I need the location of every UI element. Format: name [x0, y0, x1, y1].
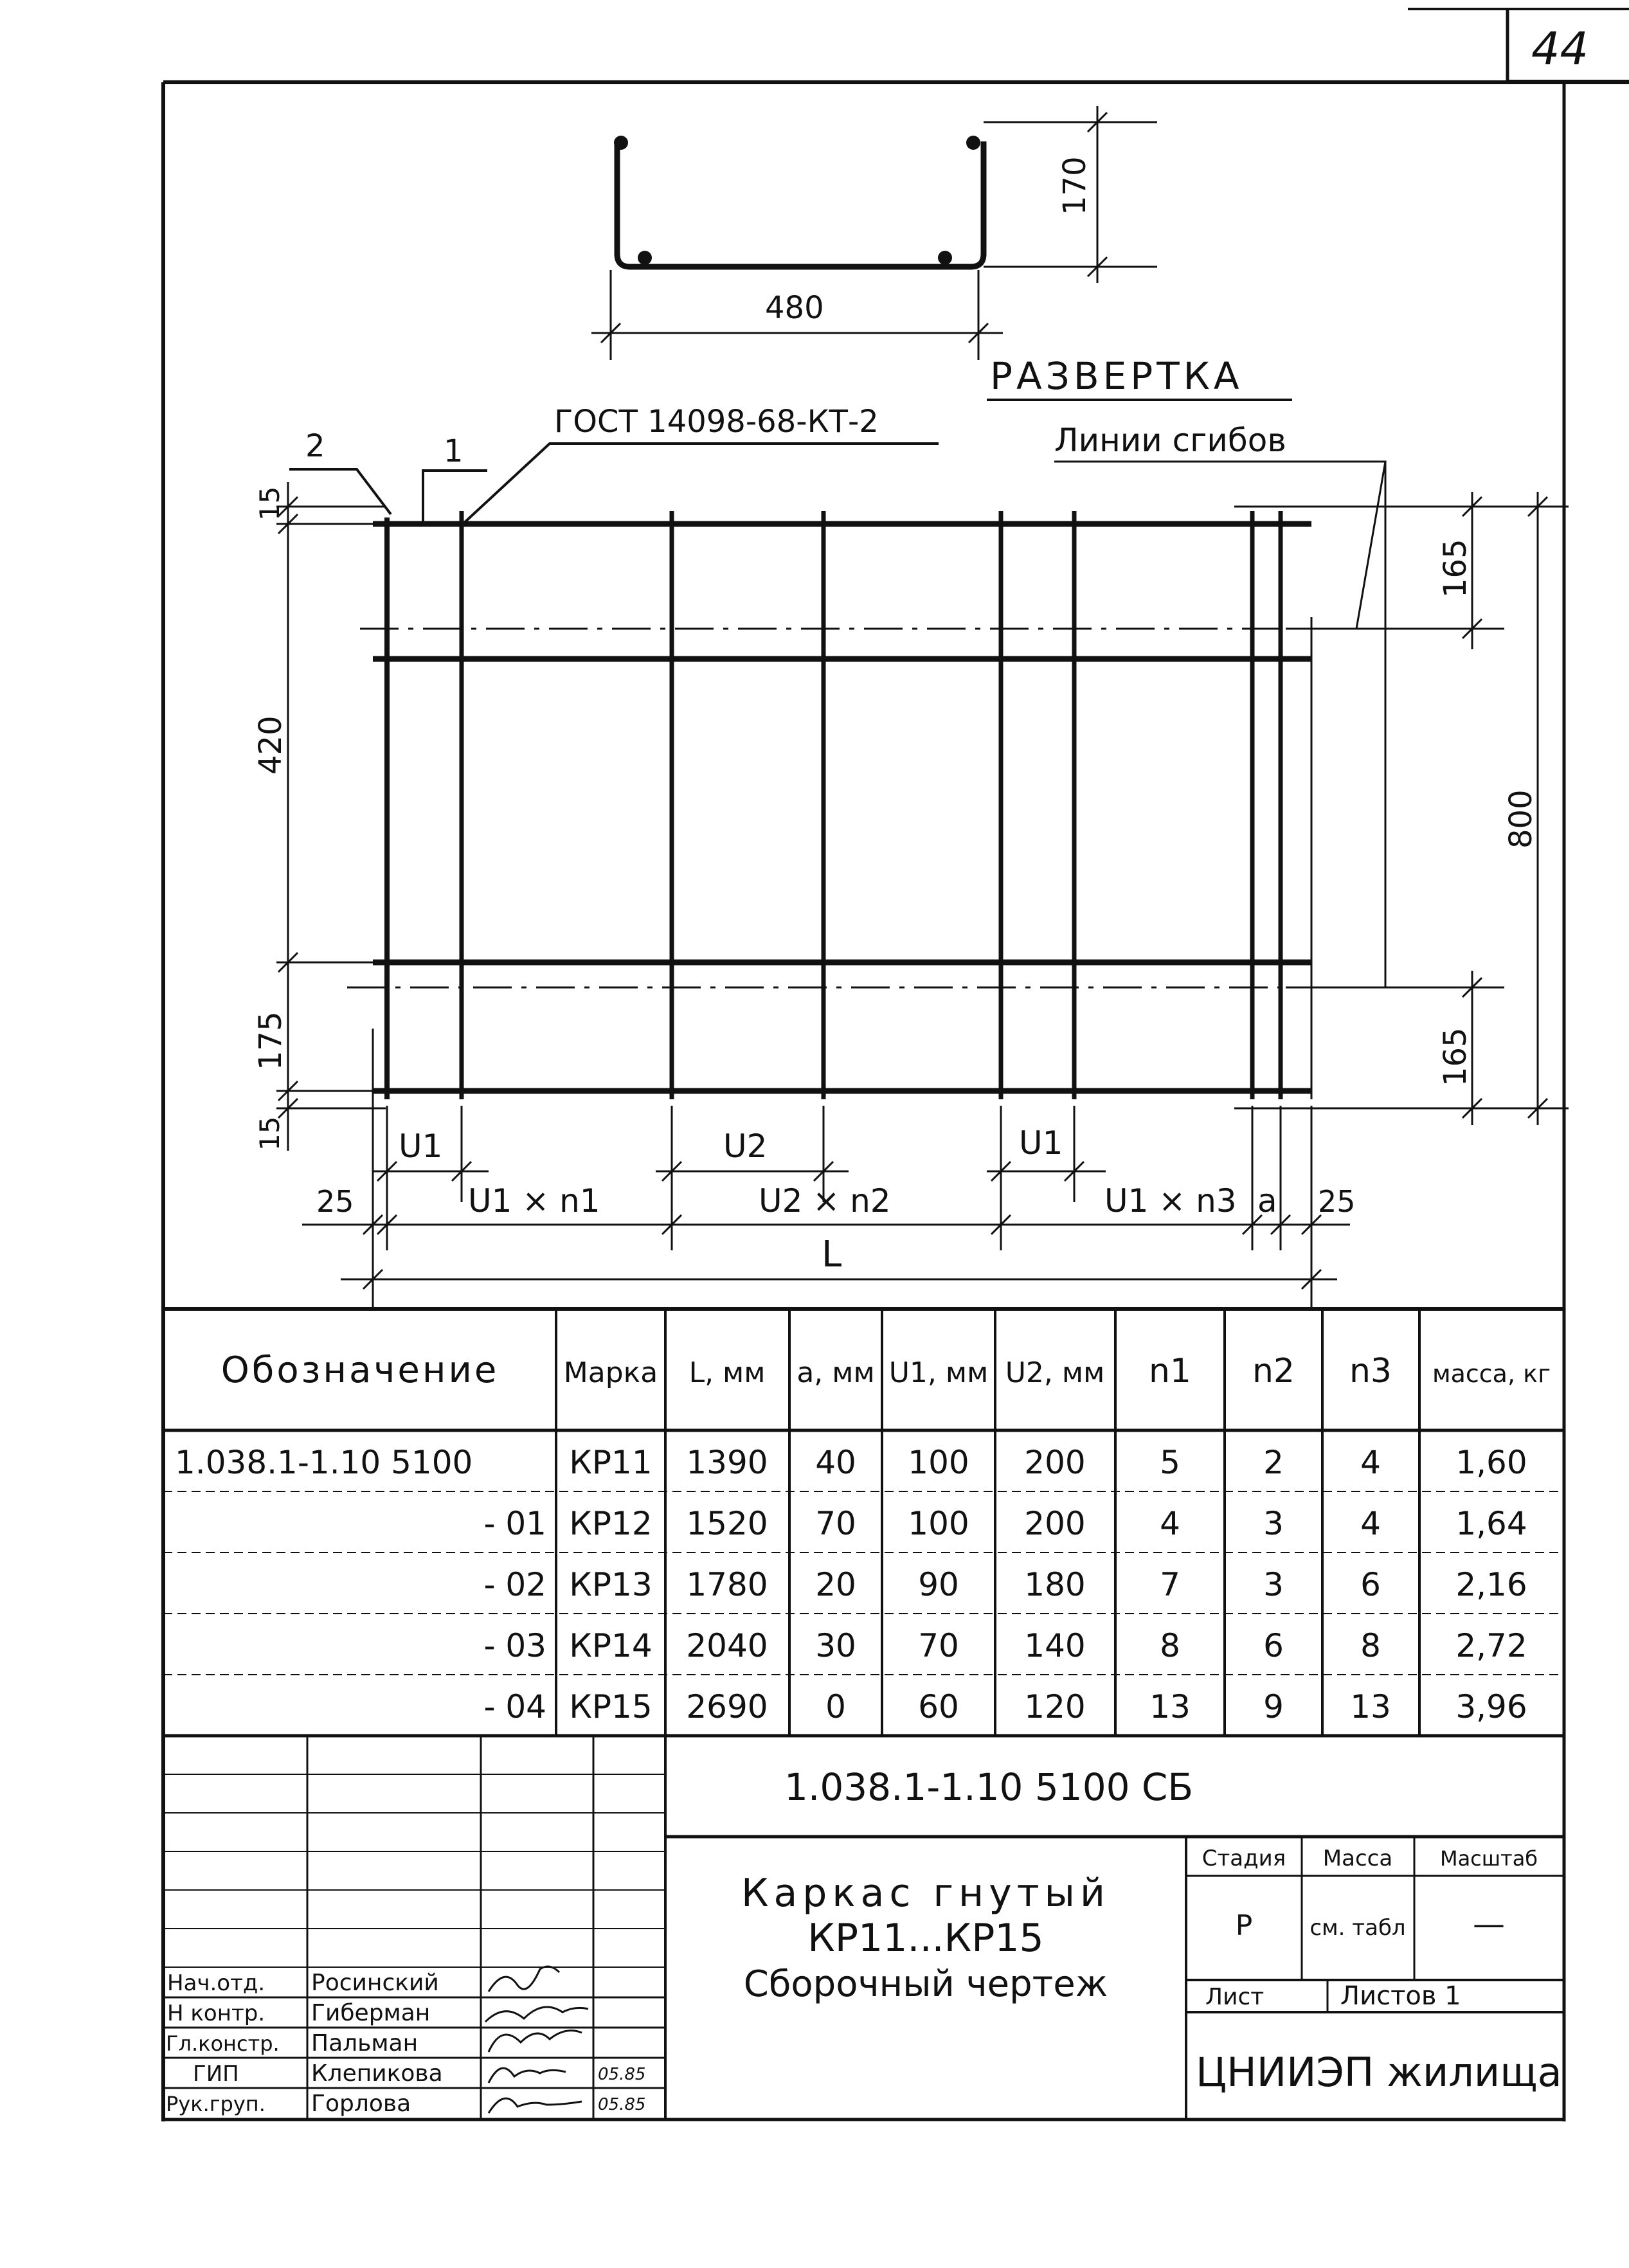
row-mark: КР13: [569, 1566, 652, 1603]
position-2-label: 2: [305, 428, 325, 464]
row-n1: 7: [1160, 1566, 1180, 1603]
signature-mark: [485, 2007, 588, 2022]
dim-175: 175: [253, 1011, 289, 1070]
bar-dot: [614, 136, 628, 150]
organization: ЦНИИЭП жилища: [1196, 2049, 1562, 2096]
title-line-1: Каркас гнутый: [741, 1871, 1111, 1916]
signature-role: Нач.отд.: [167, 1970, 266, 1996]
signature-mark: [489, 1967, 559, 1992]
row-designation: - 04: [483, 1688, 546, 1725]
row-a: 20: [815, 1566, 856, 1603]
header-a: a, мм: [797, 1356, 875, 1389]
bar-dot: [638, 251, 652, 265]
row-u1: 70: [918, 1627, 959, 1664]
row-u2: 180: [1024, 1566, 1086, 1603]
header-designation: Обозначение: [221, 1349, 500, 1391]
scale-value: —: [1473, 1905, 1505, 1943]
signature-role: Н контр.: [167, 2001, 266, 2026]
signature-date: 05.85: [598, 2065, 646, 2084]
row-mass: 1,64: [1455, 1505, 1527, 1542]
dim-165-bottom: 165: [1437, 1027, 1473, 1086]
gost-label: ГОСТ 14098-68-КТ-2: [554, 404, 879, 440]
development-view: [347, 511, 1498, 1099]
signature-role: ГИП: [193, 2061, 239, 2087]
dim-15-top: 15: [254, 486, 285, 521]
signature-mark: [489, 2068, 566, 2083]
bend-lines-label: Линии сгибов: [1054, 422, 1286, 459]
section-width-dim: 480: [765, 290, 824, 326]
sheet-label: Лист: [1205, 1984, 1264, 2010]
signature-name: Росинский: [311, 1970, 439, 1996]
row-u2: 200: [1024, 1505, 1086, 1542]
row-u2: 200: [1024, 1444, 1086, 1481]
L-label: L: [822, 1234, 842, 1275]
sheet-frame: [163, 82, 1629, 2121]
u2-n2-label: U2 × n2: [759, 1182, 891, 1220]
row-u1: 100: [908, 1444, 969, 1481]
header-n2: n2: [1252, 1352, 1295, 1390]
title-line-2: КР11...КР15: [807, 1916, 1044, 1961]
row-L: 2040: [686, 1627, 768, 1664]
section-height-dim: 170: [1057, 156, 1093, 215]
row-designation: - 01: [483, 1505, 546, 1542]
row-n3: 4: [1360, 1444, 1381, 1481]
left-dimensions: [253, 482, 386, 1151]
row-mark: КР14: [569, 1627, 652, 1664]
signature-date: 05.85: [598, 2095, 646, 2114]
signature-row: [193, 2060, 645, 2087]
dim-15-bottom: 15: [254, 1116, 285, 1151]
row-n2: 2: [1263, 1444, 1284, 1481]
stage-label: Стадия: [1202, 1846, 1286, 1871]
signature-name: Пальман: [311, 2030, 419, 2056]
mass-label: Масса: [1322, 1846, 1393, 1871]
dim-420: 420: [253, 716, 289, 775]
row-L: 1390: [686, 1444, 768, 1481]
signature-row: [166, 2091, 645, 2117]
row-designation: - 03: [483, 1627, 546, 1664]
dim-25-left: 25: [316, 1184, 354, 1219]
right-dimensions: [1234, 492, 1569, 1125]
u1-n3-label: U1 × n3: [1104, 1182, 1237, 1220]
row-a: 40: [815, 1444, 856, 1481]
signature-name: Гиберман: [311, 2000, 431, 2026]
table-row: [483, 1627, 1527, 1664]
row-mark: КР12: [569, 1505, 652, 1542]
dim-800: 800: [1503, 789, 1539, 849]
row-u2: 120: [1024, 1688, 1086, 1725]
row-mass: 1,60: [1455, 1444, 1527, 1481]
u1-right-label: U1: [1019, 1124, 1063, 1162]
row-a: 30: [815, 1627, 856, 1664]
row-mark: КР11: [569, 1444, 652, 1481]
u1-n1-label: U1 × n1: [468, 1182, 600, 1220]
doc-code: 1.038.1-1.10 5100 СБ: [784, 1765, 1194, 1809]
signature-mark: [489, 2098, 582, 2113]
row-u1: 100: [908, 1505, 969, 1542]
header-n1: n1: [1148, 1352, 1192, 1390]
row-mass: 2,72: [1455, 1627, 1527, 1664]
sheets-label: Листов 1: [1340, 1981, 1461, 2011]
header-u2: U2, мм: [1005, 1356, 1105, 1389]
row-n2: 9: [1263, 1688, 1284, 1725]
row-n1: 5: [1160, 1444, 1180, 1481]
row-L: 1780: [686, 1566, 768, 1603]
table-row: [175, 1444, 1527, 1481]
row-a: 70: [815, 1505, 856, 1542]
row-designation: - 02: [483, 1566, 546, 1603]
page-number: 44: [1531, 22, 1589, 75]
signature-row: [167, 2000, 588, 2026]
u2-label: U2: [723, 1128, 768, 1165]
header-mark: Марка: [563, 1356, 658, 1389]
row-mass: 3,96: [1455, 1688, 1527, 1725]
row-n2: 6: [1263, 1627, 1284, 1664]
bar-dot: [938, 251, 952, 265]
table-row: [483, 1688, 1527, 1725]
row-n3: 4: [1360, 1505, 1381, 1542]
row-mark: КР15: [569, 1688, 652, 1725]
cross-section-view: [591, 106, 1157, 360]
a-label: a: [1257, 1182, 1277, 1220]
title-line-3: Сборочный чертеж: [743, 1963, 1108, 2005]
row-n3: 8: [1360, 1627, 1381, 1664]
row-n3: 6: [1360, 1566, 1381, 1603]
row-designation: 1.038.1-1.10 5100: [175, 1444, 473, 1481]
position-1-label: 1: [444, 433, 464, 469]
row-u2: 140: [1024, 1627, 1086, 1664]
title-block: [163, 1736, 1564, 2120]
header-n3: n3: [1349, 1352, 1392, 1390]
bar-dot: [966, 136, 980, 150]
signature-row: [166, 2030, 582, 2056]
page-number-box: [1408, 9, 1629, 82]
stage-value: Р: [1235, 1909, 1253, 1942]
mass-value: см. табл: [1310, 1915, 1406, 1941]
u1-left-label: U1: [399, 1128, 443, 1165]
signature-role: Рук.груп.: [166, 2092, 266, 2116]
row-mass: 2,16: [1455, 1566, 1527, 1603]
row-n3: 13: [1350, 1688, 1391, 1725]
row-a: 0: [825, 1688, 846, 1725]
row-n2: 3: [1263, 1566, 1284, 1603]
row-n1: 8: [1160, 1627, 1180, 1664]
signature-row: [167, 1967, 559, 1996]
table-row: [483, 1566, 1527, 1603]
signature-mark: [489, 2031, 582, 2052]
development-title: РАЗВЕРТКА: [990, 354, 1243, 398]
row-n1: 4: [1160, 1505, 1180, 1542]
row-u1: 90: [918, 1566, 959, 1603]
dim-25-right: 25: [1318, 1184, 1356, 1219]
row-L: 1520: [686, 1505, 768, 1542]
signature-name: Клепикова: [311, 2060, 443, 2087]
header-mass: масса, кг: [1432, 1360, 1551, 1388]
row-L: 2690: [686, 1688, 768, 1725]
row-n2: 3: [1263, 1505, 1284, 1542]
header-u1: U1, мм: [888, 1356, 989, 1389]
row-u1: 60: [918, 1688, 959, 1725]
header-L: L, мм: [688, 1356, 766, 1389]
signature-role: Гл.констр.: [166, 2031, 280, 2056]
row-n1: 13: [1149, 1688, 1191, 1725]
dim-165-top: 165: [1437, 539, 1473, 598]
signature-name: Горлова: [311, 2091, 411, 2117]
table-row: [483, 1505, 1527, 1542]
scale-label: Масштаб: [1439, 1846, 1538, 1871]
